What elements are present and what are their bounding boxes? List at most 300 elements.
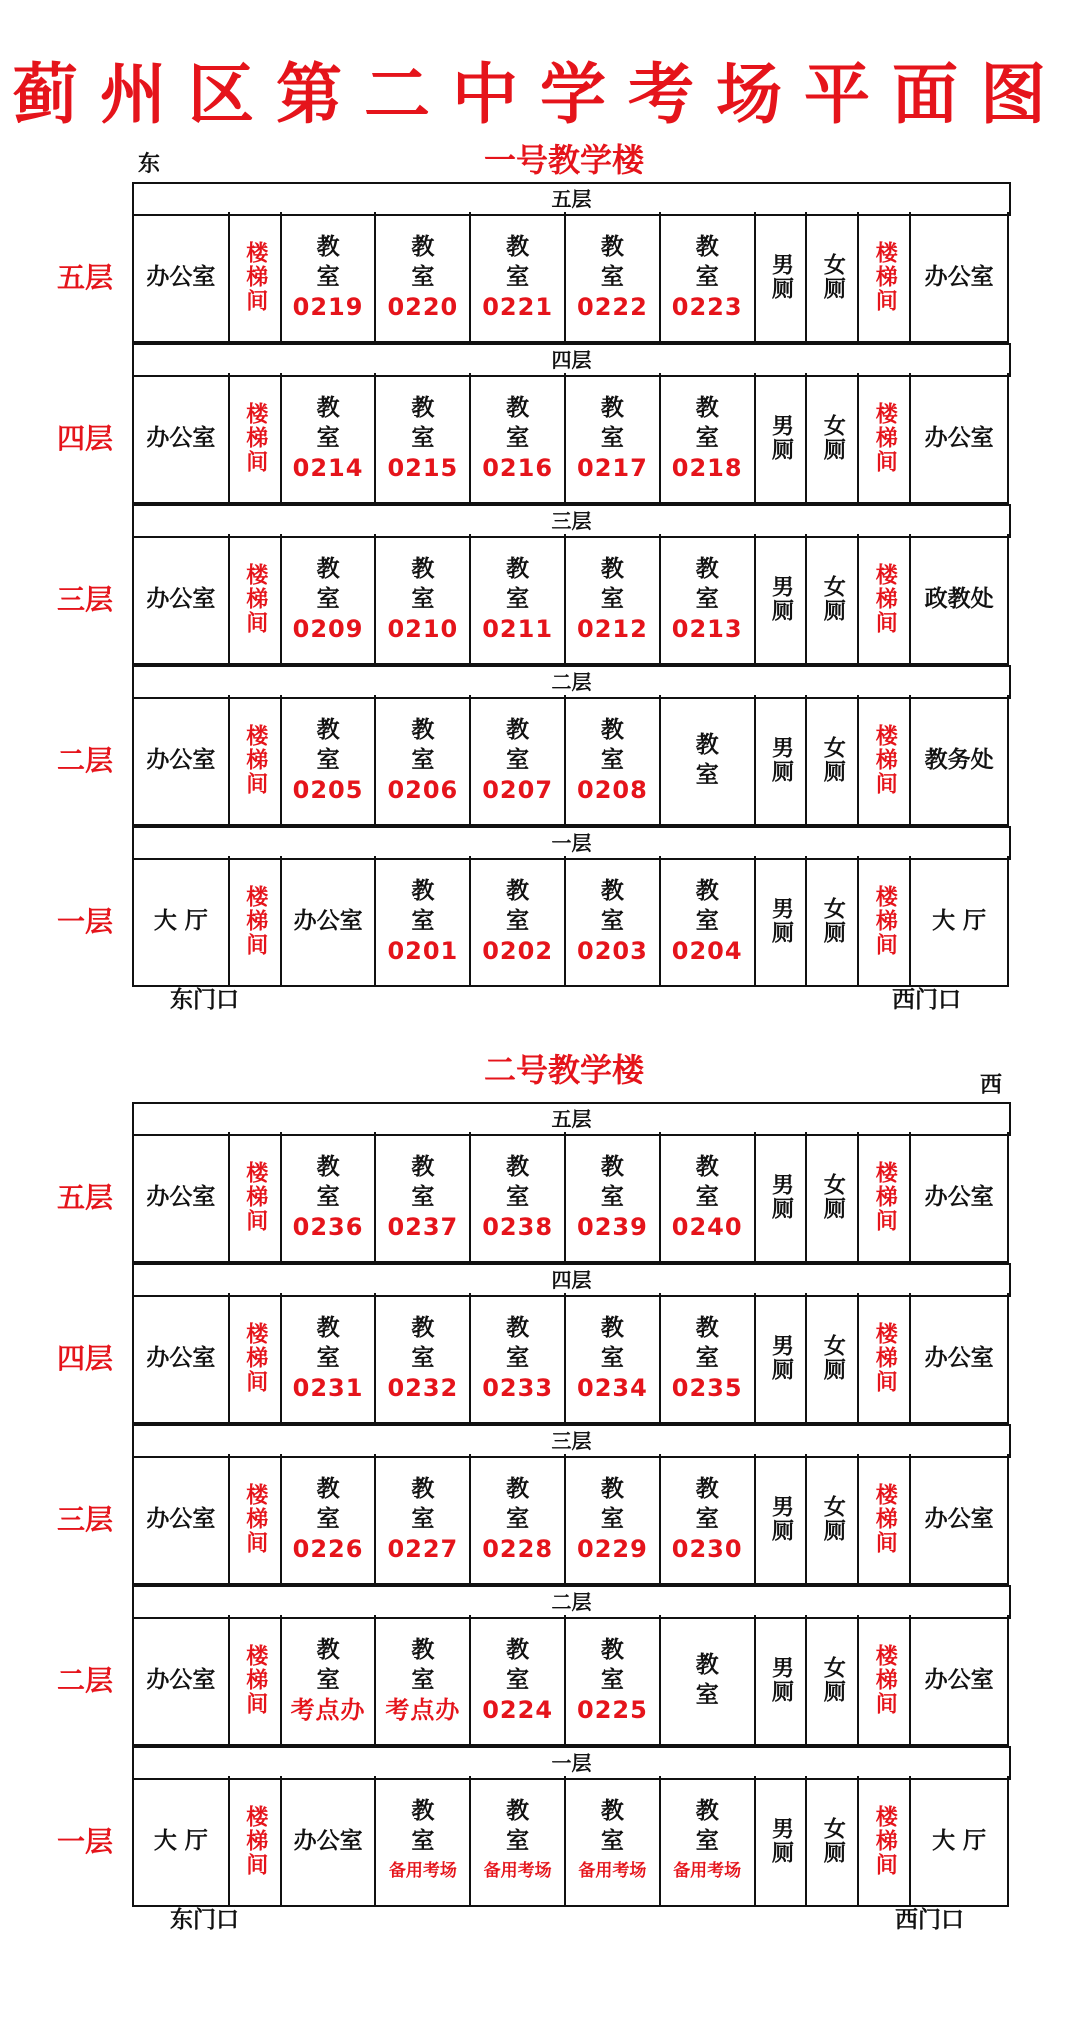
floor-row xyxy=(132,212,1009,343)
office-cell xyxy=(911,695,1009,826)
floor-side-label: 二层 xyxy=(56,1664,113,1697)
page-title: 蓟州区第二中学考场平面图 xyxy=(12,56,1068,133)
classroom-label: 教 室 xyxy=(695,394,731,451)
office-cell xyxy=(134,1454,230,1585)
floor-header: 四层 xyxy=(132,343,1011,377)
classroom-cell xyxy=(566,534,661,665)
office-label: 教务处 xyxy=(924,746,994,773)
stairwell-cell xyxy=(859,534,911,665)
classroom-number: 0219 xyxy=(292,292,364,321)
office-label: 办公室 xyxy=(924,1666,994,1693)
restroom-cell xyxy=(756,373,808,504)
office-cell xyxy=(911,1454,1009,1585)
office-cell xyxy=(282,856,377,987)
floor-row xyxy=(132,1454,1009,1585)
floor-side-label: 三层 xyxy=(56,583,113,616)
stairwell-cell xyxy=(859,212,911,343)
west-gate-label: 西门口 xyxy=(892,987,961,1013)
classroom-cell xyxy=(471,373,566,504)
restroom-cell xyxy=(807,1132,859,1263)
classroom-label: 教 室 xyxy=(600,1797,636,1854)
classroom-cell xyxy=(376,695,471,826)
classroom-label: 教 室 xyxy=(600,1314,636,1371)
restroom-cell xyxy=(756,1293,808,1424)
office-cell xyxy=(911,373,1009,504)
restroom-label: 女厕 xyxy=(820,1494,846,1543)
classroom-label: 教 室 xyxy=(316,1475,352,1532)
classroom-number: 0226 xyxy=(292,1534,364,1563)
restroom-label: 男厕 xyxy=(768,896,794,945)
classroom-number: 0240 xyxy=(671,1212,743,1241)
stairwell-label: 楼梯间 xyxy=(242,562,268,635)
classroom-label: 教 室 xyxy=(506,1636,542,1693)
classroom-cell xyxy=(471,212,566,343)
floor-side-label: 五层 xyxy=(56,1181,113,1214)
floor-block xyxy=(132,1585,1009,1746)
floor-row xyxy=(132,1132,1009,1263)
stairwell-label: 楼梯间 xyxy=(872,401,898,474)
restroom-label: 男厕 xyxy=(768,413,794,462)
classroom-number: 0234 xyxy=(577,1373,648,1402)
stairwell-label: 楼梯间 xyxy=(242,884,268,957)
office-label: 办公室 xyxy=(146,1344,216,1371)
classroom-number: 0235 xyxy=(671,1373,743,1402)
classroom-label: 教 室 xyxy=(316,716,352,773)
restroom-cell xyxy=(756,534,808,665)
floor-block xyxy=(132,343,1009,504)
classroom-cell xyxy=(566,1615,661,1746)
direction-east-label: 东 xyxy=(138,152,161,177)
classroom-label: 教 室 xyxy=(316,555,352,612)
classroom-cell xyxy=(566,212,661,343)
classroom-number: 0237 xyxy=(387,1212,459,1241)
floor-header: 五层 xyxy=(132,1102,1011,1136)
classroom-cell xyxy=(471,695,566,826)
classroom-number: 考点办 xyxy=(290,1695,366,1724)
classroom-number: 0239 xyxy=(577,1212,648,1241)
floor-block xyxy=(132,1746,1009,1907)
classroom-cell xyxy=(282,212,377,343)
classroom-label: 教 室 xyxy=(506,394,542,451)
office-cell xyxy=(134,1615,230,1746)
classroom-cell xyxy=(282,1454,377,1585)
classroom-cell xyxy=(471,534,566,665)
floor-row xyxy=(132,373,1009,504)
classroom-label: 教 室 xyxy=(600,716,636,773)
floor-header: 一层 xyxy=(132,1746,1011,1780)
floor-block xyxy=(132,1424,1009,1585)
stairwell-cell xyxy=(230,373,282,504)
office-label: 办公室 xyxy=(924,1183,994,1210)
classroom-number: 0202 xyxy=(482,936,554,965)
classroom-cell xyxy=(376,1776,471,1907)
west-gate-label-2: 西门口 xyxy=(895,1907,964,1933)
classroom-cell xyxy=(471,1776,566,1907)
classroom-label: 教 室 xyxy=(411,1314,447,1371)
classroom-number: 0230 xyxy=(671,1534,743,1563)
classroom-number: 0207 xyxy=(482,775,554,804)
floor-block xyxy=(132,504,1009,665)
classroom-number: 0228 xyxy=(482,1534,554,1563)
restroom-cell xyxy=(807,695,859,826)
floor-row xyxy=(132,1615,1009,1746)
stairwell-label: 楼梯间 xyxy=(242,1643,268,1716)
stairwell-cell xyxy=(230,1615,282,1746)
restroom-cell xyxy=(807,856,859,987)
classroom-label: 教 室 xyxy=(600,877,636,934)
office-cell xyxy=(911,212,1009,343)
classroom-number: 0203 xyxy=(577,936,648,965)
stairwell-cell xyxy=(230,1454,282,1585)
classroom-label: 教 室 xyxy=(600,555,636,612)
classroom-cell xyxy=(566,1454,661,1585)
stairwell-cell xyxy=(859,1615,911,1746)
classroom-label: 教 室 xyxy=(411,1475,447,1532)
office-cell xyxy=(134,1293,230,1424)
building-1-plan xyxy=(132,182,1009,987)
office-cell xyxy=(911,1293,1009,1424)
stairwell-cell xyxy=(859,1454,911,1585)
restroom-cell xyxy=(756,1132,808,1263)
restroom-cell xyxy=(807,1776,859,1907)
stairwell-cell xyxy=(859,856,911,987)
stairwell-cell xyxy=(859,1776,911,1907)
stairwell-label: 楼梯间 xyxy=(242,723,268,796)
stairwell-label: 楼梯间 xyxy=(872,1804,898,1877)
office-cell xyxy=(282,1776,377,1907)
floor-block xyxy=(132,1263,1009,1424)
office-cell xyxy=(911,1615,1009,1746)
classroom-number: 0204 xyxy=(671,936,743,965)
floor-header: 四层 xyxy=(132,1263,1011,1297)
stairwell-cell xyxy=(230,695,282,826)
classroom-number: 0223 xyxy=(671,292,743,321)
classroom-label: 教 室 xyxy=(411,877,447,934)
classroom-number: 0205 xyxy=(292,775,364,804)
stairwell-cell xyxy=(230,1776,282,1907)
classroom-number: 0206 xyxy=(387,775,459,804)
classroom-cell xyxy=(282,373,377,504)
stairwell-cell xyxy=(859,373,911,504)
restroom-cell xyxy=(756,856,808,987)
stairwell-label: 楼梯间 xyxy=(872,884,898,957)
classroom-label: 教 室 xyxy=(411,716,447,773)
classroom-label: 教 室 xyxy=(316,1314,352,1371)
classroom-label: 教 室 xyxy=(506,233,542,290)
classroom-number: 0208 xyxy=(577,775,648,804)
classroom-number: 0211 xyxy=(482,614,554,643)
stairwell-cell xyxy=(230,534,282,665)
floor-side-label: 四层 xyxy=(56,1342,113,1375)
classroom-number: 0201 xyxy=(387,936,459,965)
classroom-cell xyxy=(282,695,377,826)
classroom-number: 0209 xyxy=(292,614,364,643)
restroom-label: 男厕 xyxy=(768,1816,794,1865)
classroom-label: 教 室 xyxy=(506,877,542,934)
stairwell-label: 楼梯间 xyxy=(872,1160,898,1233)
restroom-label: 女厕 xyxy=(820,1172,846,1221)
classroom-label: 教 室 xyxy=(506,555,542,612)
restroom-label: 女厕 xyxy=(820,413,846,462)
floor-side-label: 三层 xyxy=(56,1503,113,1536)
office-label: 办公室 xyxy=(146,424,216,451)
office-label: 办公室 xyxy=(924,1344,994,1371)
office-cell xyxy=(134,1776,230,1907)
stairwell-label: 楼梯间 xyxy=(242,1321,268,1394)
classroom-number: 备用考场 xyxy=(673,1860,742,1881)
classroom-label: 教 室 xyxy=(506,1153,542,1210)
floor-side-label: 五层 xyxy=(56,261,113,294)
stairwell-label: 楼梯间 xyxy=(242,1160,268,1233)
classroom-label: 教 室 xyxy=(695,555,731,612)
classroom-label: 教 室 xyxy=(695,1651,731,1708)
classroom-cell xyxy=(661,373,756,504)
classroom-label: 教 室 xyxy=(695,731,731,788)
classroom-cell xyxy=(376,1615,471,1746)
office-label: 政教处 xyxy=(924,585,994,612)
office-label: 大 厅 xyxy=(932,1827,987,1854)
office-cell xyxy=(134,212,230,343)
classroom-number: 0233 xyxy=(482,1373,554,1402)
classroom-number: 0217 xyxy=(577,453,648,482)
classroom-label: 教 室 xyxy=(695,1314,731,1371)
classroom-cell xyxy=(282,1293,377,1424)
classroom-label: 教 室 xyxy=(695,233,731,290)
stairwell-label: 楼梯间 xyxy=(872,723,898,796)
classroom-cell xyxy=(661,1293,756,1424)
stairwell-label: 楼梯间 xyxy=(872,1643,898,1716)
classroom-cell xyxy=(471,856,566,987)
classroom-label: 教 室 xyxy=(316,1153,352,1210)
classroom-cell xyxy=(566,1132,661,1263)
office-label: 办公室 xyxy=(146,1666,216,1693)
floor-header: 三层 xyxy=(132,1424,1011,1458)
office-label: 大 厅 xyxy=(153,907,208,934)
restroom-label: 女厕 xyxy=(820,896,846,945)
classroom-number: 0220 xyxy=(387,292,459,321)
restroom-label: 女厕 xyxy=(820,1333,846,1382)
floor-block xyxy=(132,826,1009,987)
floor-header: 二层 xyxy=(132,1585,1011,1619)
restroom-label: 女厕 xyxy=(820,574,846,623)
classroom-cell xyxy=(471,1132,566,1263)
classroom-cell xyxy=(566,1776,661,1907)
classroom-number: 0215 xyxy=(387,453,459,482)
classroom-number: 0224 xyxy=(482,1695,554,1724)
classroom-label: 教 室 xyxy=(506,1475,542,1532)
office-label: 办公室 xyxy=(924,1505,994,1532)
restroom-cell xyxy=(756,695,808,826)
classroom-cell xyxy=(661,1454,756,1585)
classroom-number: 0222 xyxy=(577,292,648,321)
office-label: 办公室 xyxy=(293,1827,363,1854)
classroom-cell xyxy=(282,534,377,665)
classroom-label: 教 室 xyxy=(600,1153,636,1210)
stairwell-cell xyxy=(230,1293,282,1424)
stairwell-label: 楼梯间 xyxy=(242,1804,268,1877)
classroom-cell xyxy=(661,1615,756,1746)
restroom-label: 女厕 xyxy=(820,735,846,784)
classroom-label: 教 室 xyxy=(600,394,636,451)
classroom-cell xyxy=(661,695,756,826)
office-cell xyxy=(911,1132,1009,1263)
office-cell xyxy=(911,1776,1009,1907)
east-gate-label: 东门口 xyxy=(170,987,239,1013)
classroom-number: 0214 xyxy=(292,453,364,482)
classroom-cell xyxy=(376,373,471,504)
stairwell-cell xyxy=(230,212,282,343)
classroom-number: 0238 xyxy=(482,1212,554,1241)
classroom-label: 教 室 xyxy=(411,394,447,451)
floor-row xyxy=(132,856,1009,987)
floor-side-label: 二层 xyxy=(56,744,113,777)
classroom-cell xyxy=(566,695,661,826)
restroom-cell xyxy=(807,212,859,343)
classroom-cell xyxy=(661,212,756,343)
classroom-label: 教 室 xyxy=(506,1314,542,1371)
classroom-number: 备用考场 xyxy=(578,1860,647,1881)
classroom-label: 教 室 xyxy=(600,1636,636,1693)
restroom-cell xyxy=(807,534,859,665)
office-cell xyxy=(911,856,1009,987)
stairwell-label: 楼梯间 xyxy=(242,240,268,313)
classroom-label: 教 室 xyxy=(316,394,352,451)
classroom-cell xyxy=(376,1293,471,1424)
classroom-cell xyxy=(376,212,471,343)
classroom-cell xyxy=(661,1776,756,1907)
restroom-cell xyxy=(756,1615,808,1746)
floor-block xyxy=(132,665,1009,826)
office-cell xyxy=(134,695,230,826)
office-label: 大 厅 xyxy=(153,1827,208,1854)
classroom-number: 0236 xyxy=(292,1212,364,1241)
office-cell xyxy=(134,856,230,987)
restroom-label: 男厕 xyxy=(768,1494,794,1543)
floor-side-label: 一层 xyxy=(56,905,113,938)
classroom-number: 备用考场 xyxy=(388,1860,457,1881)
restroom-cell xyxy=(807,373,859,504)
restroom-cell xyxy=(756,1776,808,1907)
building-2-name: 二号教学楼 xyxy=(483,1051,644,1089)
restroom-label: 男厕 xyxy=(768,574,794,623)
classroom-cell xyxy=(471,1615,566,1746)
restroom-label: 男厕 xyxy=(768,1655,794,1704)
classroom-number: 0218 xyxy=(671,453,743,482)
classroom-number: 0227 xyxy=(387,1534,459,1563)
classroom-cell xyxy=(376,856,471,987)
classroom-number: 0225 xyxy=(577,1695,648,1724)
office-label: 办公室 xyxy=(924,424,994,451)
classroom-cell xyxy=(376,534,471,665)
building-2-plan xyxy=(132,1102,1009,1907)
stairwell-label: 楼梯间 xyxy=(242,401,268,474)
classroom-number: 0216 xyxy=(482,453,554,482)
classroom-cell xyxy=(376,1454,471,1585)
stairwell-cell xyxy=(230,856,282,987)
classroom-label: 教 室 xyxy=(695,1797,731,1854)
classroom-label: 教 室 xyxy=(695,1475,731,1532)
restroom-label: 女厕 xyxy=(820,252,846,301)
floor-block xyxy=(132,1102,1009,1263)
classroom-label: 教 室 xyxy=(411,1797,447,1854)
floor-header: 五层 xyxy=(132,182,1011,216)
classroom-cell xyxy=(471,1454,566,1585)
building-1-name: 一号教学楼 xyxy=(483,141,644,179)
classroom-cell xyxy=(282,1132,377,1263)
office-cell xyxy=(134,1132,230,1263)
floor-side-label: 四层 xyxy=(56,422,113,455)
restroom-cell xyxy=(807,1293,859,1424)
classroom-label: 教 室 xyxy=(695,1153,731,1210)
classroom-label: 教 室 xyxy=(600,1475,636,1532)
classroom-cell xyxy=(566,1293,661,1424)
floor-row xyxy=(132,1776,1009,1907)
classroom-number: 考点办 xyxy=(385,1695,461,1724)
direction-west-label: 西 xyxy=(980,1073,1003,1098)
restroom-label: 男厕 xyxy=(768,1333,794,1382)
stairwell-label: 楼梯间 xyxy=(872,562,898,635)
classroom-cell xyxy=(376,1132,471,1263)
classroom-label: 教 室 xyxy=(506,716,542,773)
east-gate-label-2: 东门口 xyxy=(170,1907,239,1933)
office-cell xyxy=(911,534,1009,665)
floor-block xyxy=(132,182,1009,343)
office-label: 办公室 xyxy=(146,263,216,290)
office-label: 办公室 xyxy=(146,1505,216,1532)
office-label: 办公室 xyxy=(146,746,216,773)
floor-row xyxy=(132,534,1009,665)
floor-row xyxy=(132,1293,1009,1424)
office-cell xyxy=(134,534,230,665)
classroom-label: 教 室 xyxy=(411,1636,447,1693)
classroom-number: 0213 xyxy=(671,614,743,643)
classroom-number: 0231 xyxy=(292,1373,364,1402)
restroom-label: 男厕 xyxy=(768,735,794,784)
classroom-label: 教 室 xyxy=(411,233,447,290)
classroom-cell xyxy=(566,373,661,504)
classroom-number: 0232 xyxy=(387,1373,459,1402)
office-label: 大 厅 xyxy=(932,907,987,934)
restroom-cell xyxy=(756,1454,808,1585)
floor-header: 二层 xyxy=(132,665,1011,699)
stairwell-cell xyxy=(230,1132,282,1263)
office-label: 办公室 xyxy=(146,1183,216,1210)
office-label: 办公室 xyxy=(293,907,363,934)
classroom-number: 0229 xyxy=(577,1534,648,1563)
restroom-label: 男厕 xyxy=(768,1172,794,1221)
classroom-label: 教 室 xyxy=(506,1797,542,1854)
office-label: 办公室 xyxy=(924,263,994,290)
classroom-number: 0210 xyxy=(387,614,459,643)
restroom-label: 女厕 xyxy=(820,1655,846,1704)
restroom-cell xyxy=(807,1454,859,1585)
classroom-label: 教 室 xyxy=(695,877,731,934)
stairwell-label: 楼梯间 xyxy=(242,1482,268,1555)
classroom-label: 教 室 xyxy=(600,233,636,290)
classroom-cell xyxy=(661,534,756,665)
classroom-label: 教 室 xyxy=(411,1153,447,1210)
restroom-label: 男厕 xyxy=(768,252,794,301)
stairwell-label: 楼梯间 xyxy=(872,1321,898,1394)
classroom-cell xyxy=(661,856,756,987)
classroom-cell xyxy=(282,1615,377,1746)
restroom-cell xyxy=(756,212,808,343)
classroom-label: 教 室 xyxy=(316,1636,352,1693)
floor-row xyxy=(132,695,1009,826)
classroom-label: 教 室 xyxy=(316,233,352,290)
office-cell xyxy=(134,373,230,504)
classroom-number: 备用考场 xyxy=(483,1860,552,1881)
